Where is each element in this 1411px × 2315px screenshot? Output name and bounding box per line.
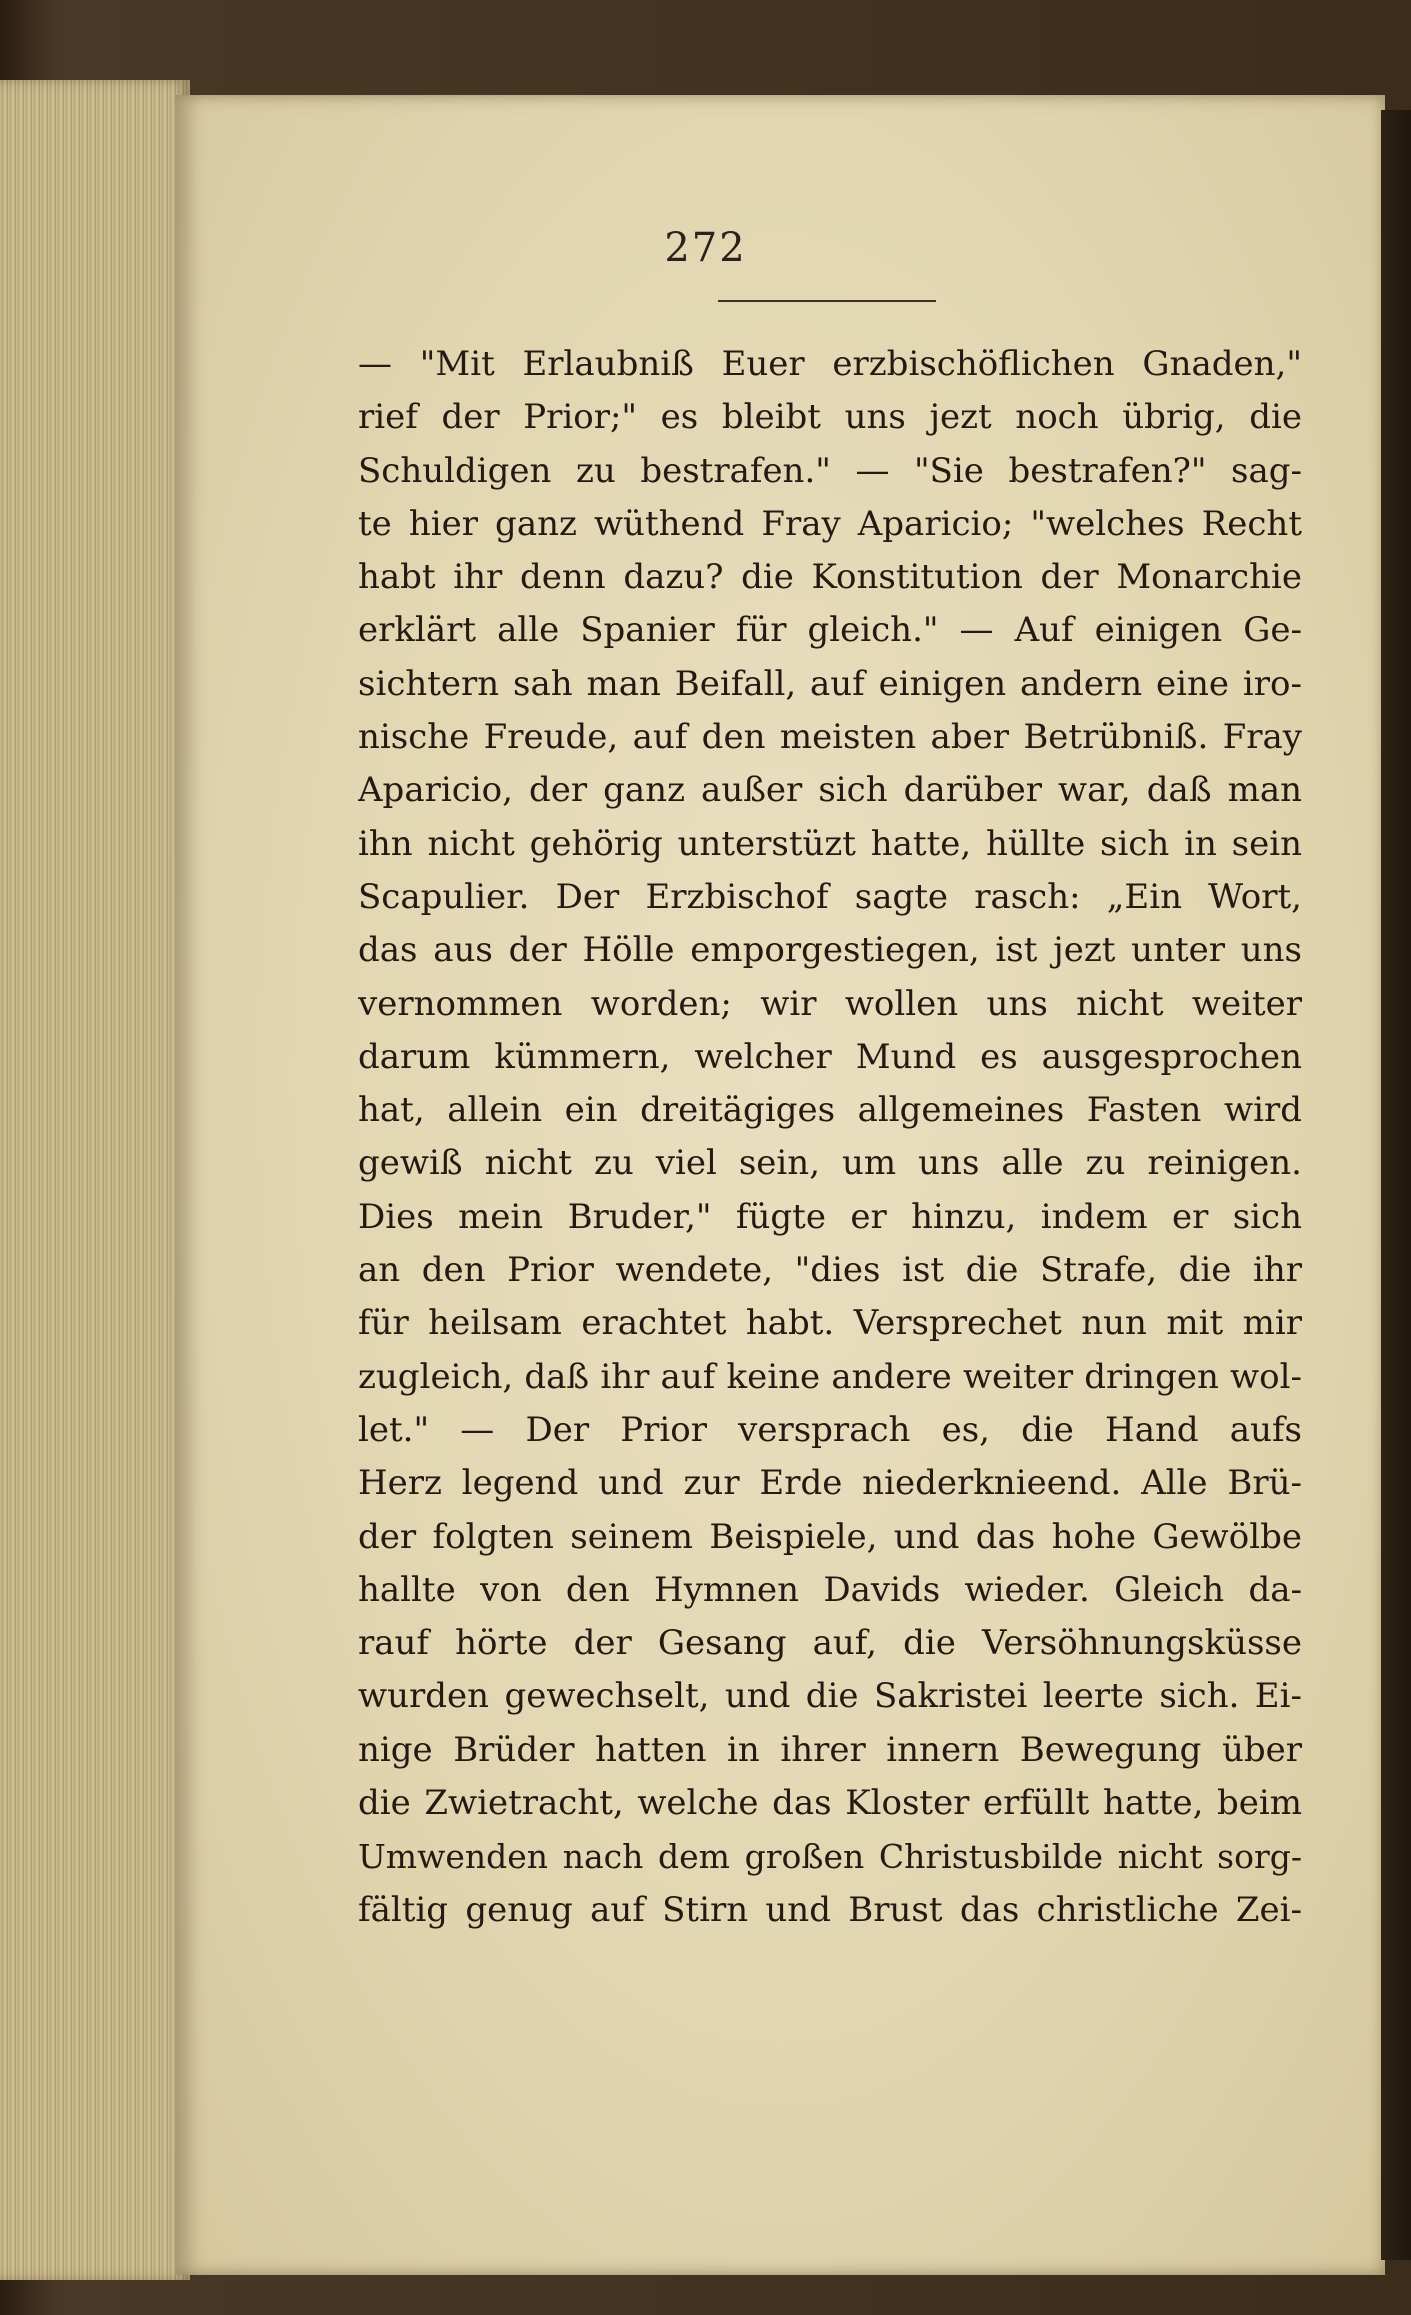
text-line: nische Freude, auf den meisten aber Betrübniß. Fray	[358, 717, 1302, 758]
text-line: gewiß nicht zu viel sein, um uns alle zu reinigen.	[358, 1143, 1302, 1184]
text-line: let." — Der Prior versprach es, die Hand aufs	[358, 1409, 1302, 1450]
text-line: fältig genug auf Stirn und Brust das christliche Zei-	[358, 1889, 1302, 1930]
text-line: die Zwietracht, welche das Kloster erfüllt hatte, beim	[358, 1783, 1302, 1824]
text-line: nige Brüder hatten in ihrer innern Bewegung über	[358, 1729, 1302, 1770]
text-line: sichtern sah man Beifall, auf einigen andern eine iro-	[358, 663, 1302, 704]
text-line: — "Mit Erlaubniß Euer erzbischöflichen Gnaden,"	[358, 344, 1302, 384]
text-line: Umwenden nach dem großen Christusbilde nicht sorg-	[358, 1837, 1302, 1877]
text-line: Dies mein Bruder," fügte er hinzu, indem er sich	[358, 1196, 1302, 1237]
text-line: Scapulier. Der Erzbischof sagte rasch: „Ein Wort,	[358, 876, 1302, 917]
text-line: wurden gewechselt, und die Sakristei leerte sich. Ei-	[358, 1676, 1302, 1717]
text-line: vernommen worden; wir wollen uns nicht weiter	[358, 983, 1302, 1024]
text-line: Herz legend und zur Erde niederknieend. Alle Brü-	[358, 1463, 1302, 1504]
text-line: rauf hörte der Gesang auf, die Versöhnungsküsse	[358, 1623, 1302, 1664]
text-line: der folgten seinem Beispiele, und das hohe Gewölbe	[358, 1516, 1302, 1557]
text-line: Schuldigen zu bestrafen." — "Sie bestrafen?" sag-	[358, 450, 1302, 491]
text-line: für heilsam erachtet habt. Versprechet nun mit mir	[358, 1303, 1302, 1344]
text-line: te hier ganz wüthend Fray Aparicio; "welches Recht	[358, 503, 1302, 544]
header-rule	[718, 300, 936, 302]
body-text	[358, 338, 1302, 1937]
text-line: zugleich, daß ihr auf keine andere weiter dringen wol-	[358, 1356, 1302, 1397]
text-line: rief der Prior;" es bleibt uns jezt noch übrig, die	[358, 397, 1302, 438]
cover-edge	[1381, 110, 1411, 2260]
stacked-page-edges	[0, 80, 190, 2280]
text-line: Aparicio, der ganz außer sich darüber war, daß man	[358, 770, 1302, 811]
text-line: erklärt alle Spanier für gleich." — Auf einigen Ge-	[358, 610, 1302, 651]
text-line: hat, allein ein dreitägiges allgemeines Fasten wird	[358, 1090, 1302, 1131]
text-line: hallte von den Hymnen Davids wieder. Gleich da-	[358, 1569, 1302, 1610]
text-line: darum kümmern, welcher Mund es ausgesprochen	[358, 1036, 1302, 1077]
text-line: habt ihr denn dazu? die Konstitution der Monarchie	[358, 557, 1302, 598]
page-number: 272	[664, 225, 747, 271]
text-line: das aus der Hölle emporgestiegen, ist jezt unter uns	[358, 930, 1302, 971]
text-line: ihn nicht gehörig unterstüzt hatte, hüllte sich in sein	[358, 823, 1302, 864]
text-line: an den Prior wendete, "dies ist die Strafe, die ihr	[358, 1250, 1302, 1291]
